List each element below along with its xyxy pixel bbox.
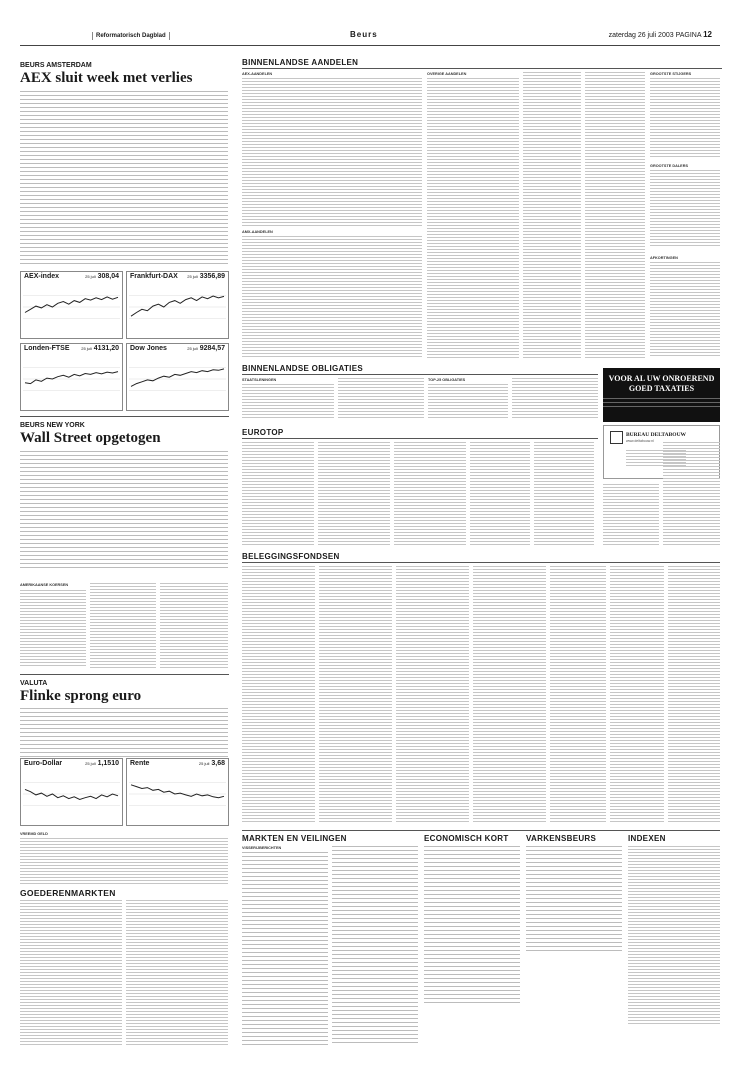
table-eurotop-1: [242, 442, 314, 546]
table-grootste-dalers: [650, 170, 720, 248]
table-eurotop-7: [663, 442, 720, 546]
table-eurotop-2: [318, 442, 390, 546]
table-fondsen-1: [242, 566, 315, 824]
label-grootste-dalers: GROOTSTE DALERS: [650, 164, 688, 168]
label-visserijberichten: VISSERIJBERICHTEN: [242, 846, 282, 850]
table-indexen: [628, 846, 720, 1026]
table-eurotop-5: [534, 442, 594, 546]
table-overige-col3: [585, 72, 645, 358]
section-binnenlandse-aandelen: BINNENLANDSE AANDELEN: [242, 58, 359, 67]
label-amx-aandelen: AMX-AANDELEN: [242, 230, 273, 234]
kicker-beurs-amsterdam: BEURS AMSTERDAM: [20, 62, 92, 69]
table-eurotop-6: [603, 484, 659, 546]
table-amerikaanse-koersen-col2: [90, 583, 156, 668]
section-goederenmarkten: GOEDERENMARKTEN: [20, 888, 116, 898]
table-goederenmarkten-col1: [20, 900, 122, 1045]
ad-onroerend-goed[interactable]: VOOR AL UW ONROEREND GOED TAXATIES: [603, 368, 720, 422]
label-staatsleningen: STAATSLENINGEN: [242, 378, 277, 382]
label-grootste-stijgers: GROOTSTE STIJGERS: [650, 72, 692, 76]
article-wall-street-body: [20, 451, 228, 569]
kicker-beurs-new-york: BEURS NEW YORK: [20, 422, 85, 429]
chart-aex: AEX-index 25 juli 308,04: [20, 271, 123, 339]
table-vreemd-geld-title: VREEMD GELD: [20, 832, 48, 836]
headline-flinke-sprong: Flinke sprong euro: [20, 688, 142, 704]
table-goederenmarkten-col2: [126, 900, 228, 1045]
article-varkensbeurs: [526, 846, 622, 952]
section-title: Beurs: [350, 30, 378, 39]
table-staatsleningen-1: [242, 384, 334, 420]
chart-euro-dollar-plot: [23, 771, 120, 817]
table-overige-col2: [523, 72, 581, 358]
table-fondsen-4: [473, 566, 546, 824]
chart-rente-plot: [129, 771, 226, 817]
chart-dax: Frankfurt-DAX 25 juli 3356,89: [126, 271, 229, 339]
chart-euro-dollar: Euro-Dollar 25 juli 1,1510: [20, 758, 123, 826]
section-beleggingsfondsen: BELEGGINGSFONDSEN: [242, 552, 340, 561]
chart-ftse: Londen-FTSE 25 juli 4131,20: [20, 343, 123, 411]
chart-rente: Rente 25 juli 3,68: [126, 758, 229, 826]
section-indexen: INDEXEN: [628, 834, 666, 843]
masthead-logo: Reformatorisch Dagblad: [92, 32, 170, 40]
chart-dow-plot: [129, 356, 226, 402]
table-fondsen-5: [550, 566, 606, 824]
ad-bureau-deltabouw[interactable]: BUREAU DELTABOUW www.deltabouw.nl: [603, 425, 720, 479]
section-eurotop: EUROTOP: [242, 428, 284, 437]
chart-dow: Dow Jones 25 juli 9284,57: [126, 343, 229, 411]
headline-aex: AEX sluit week met verlies: [20, 70, 193, 86]
table-eurotop-4: [470, 442, 530, 546]
table-amerikaanse-koersen-col1: [20, 590, 86, 668]
label-overige-aandelen: OVERIGE AANDELEN: [427, 72, 467, 76]
section-binnenlandse-obligaties: BINNENLANDSE OBLIGATIES: [242, 364, 363, 373]
page-header: [20, 28, 720, 46]
table-fondsen-6: [610, 566, 664, 824]
article-economisch-kort: [424, 846, 520, 1006]
article-markten-col1: [242, 852, 328, 1045]
table-staatsleningen-2: [338, 378, 424, 420]
table-fondsen-7: [668, 566, 720, 824]
table-afkortingen: [650, 262, 720, 358]
table-top25-1: [428, 384, 508, 420]
table-eurotop-3: [394, 442, 466, 546]
table-fondsen-2: [319, 566, 392, 824]
table-amx-aandelen: [242, 236, 422, 358]
kicker-valuta: VALUTA: [20, 680, 48, 687]
chart-aex-plot: [23, 284, 120, 330]
article-markten-col2: [332, 846, 418, 1045]
headline-wall-street: Wall Street opgetogen: [20, 430, 161, 446]
label-aex-aandelen: AEX-AANDELEN: [242, 72, 273, 76]
table-vreemd-geld: [20, 838, 228, 884]
article-valuta-body: [20, 708, 228, 758]
chart-dax-plot: [129, 284, 226, 330]
label-afkortingen: AFKORTINGEN: [650, 256, 678, 260]
table-amerikaanse-koersen-col3: [160, 583, 228, 668]
deltabouw-logo-icon: [610, 431, 623, 444]
table-top25-2: [512, 378, 598, 420]
table-grootste-stijgers: [650, 78, 720, 158]
section-markten-en-veilingen: MARKTEN EN VEILINGEN: [242, 834, 347, 843]
section-varkensbeurs: VARKENSBEURS: [526, 834, 597, 843]
table-overige-col1: [427, 78, 519, 358]
label-top-25-obligaties: TOP-25 OBLIGATIES: [428, 378, 466, 382]
chart-ftse-plot: [23, 356, 120, 402]
article-aex-body: [20, 91, 228, 267]
table-fondsen-3: [396, 566, 469, 824]
section-economisch-kort: ECONOMISCH KORT: [424, 834, 509, 843]
table-aex-aandelen: [242, 78, 422, 226]
page-date: zaterdag 26 juli 2003 PAGINA 12: [608, 30, 712, 39]
table-amerikaanse-koersen-title: AMERIKAANSE KOERSEN: [20, 583, 69, 587]
